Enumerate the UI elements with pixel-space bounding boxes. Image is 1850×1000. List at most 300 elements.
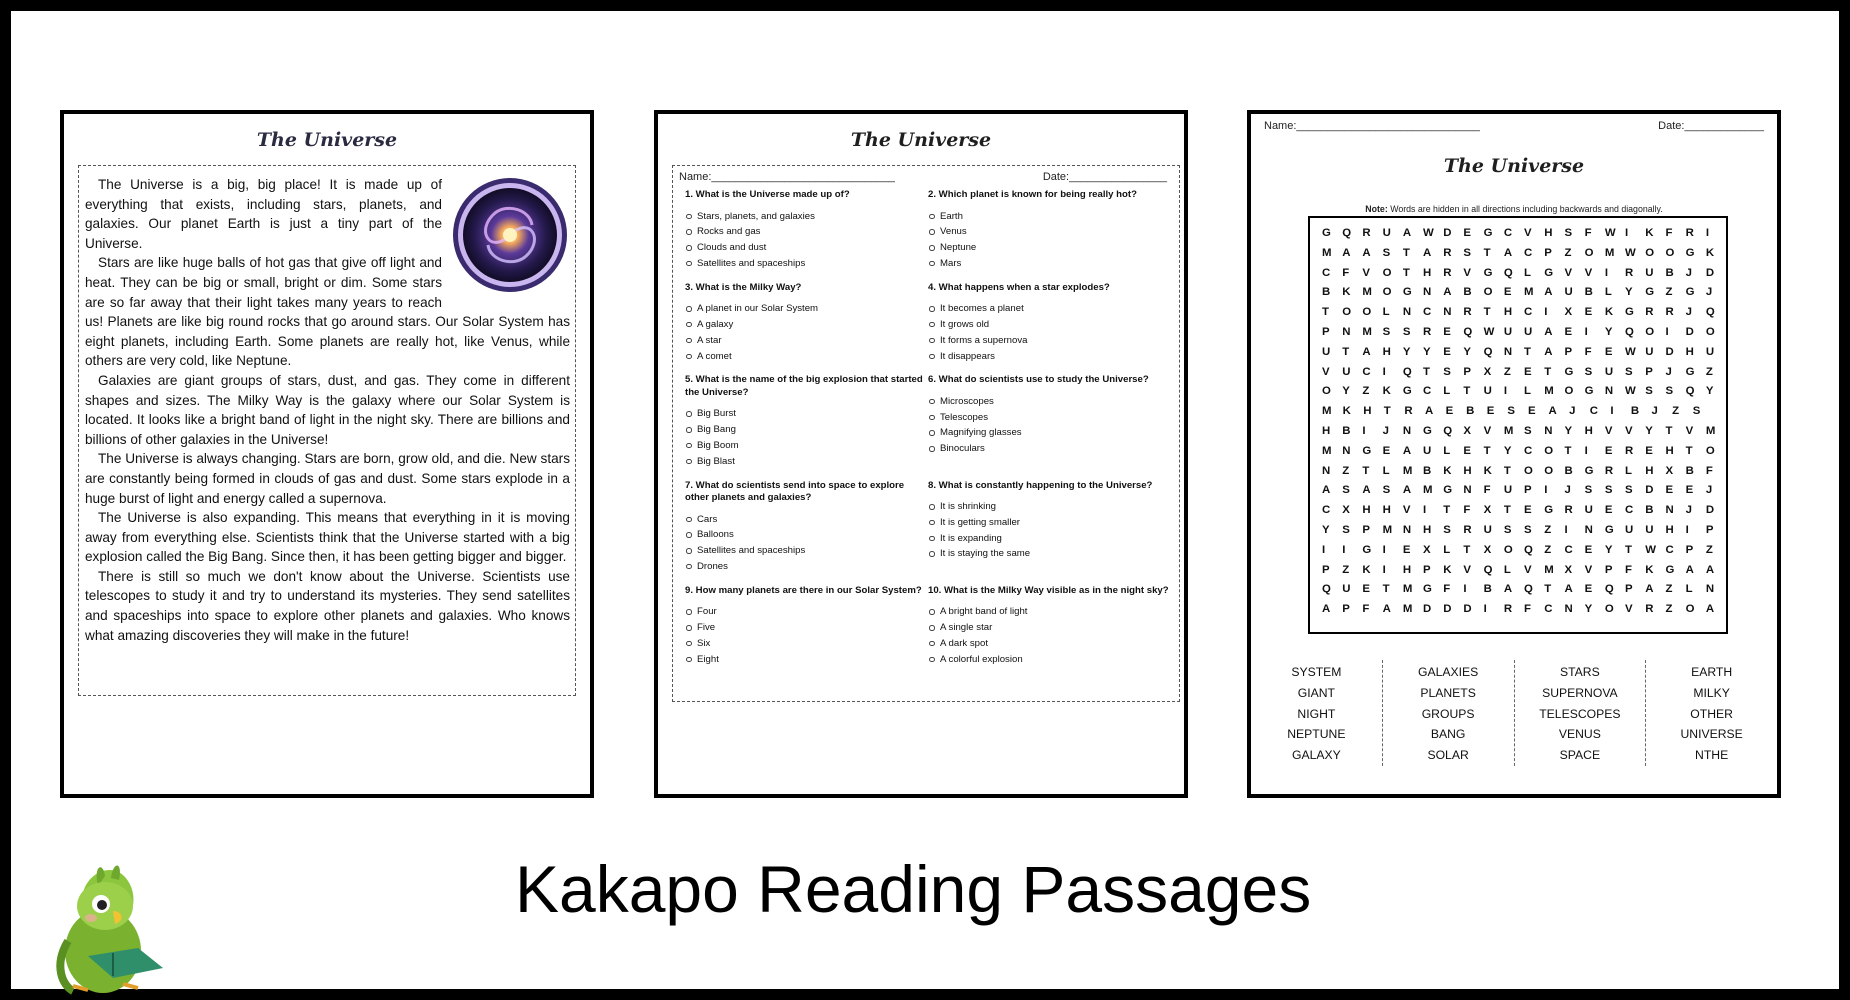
question-grid bbox=[685, 189, 1171, 667]
grid-letter: M bbox=[1503, 424, 1514, 437]
grid-letter: S bbox=[1382, 484, 1391, 497]
grid-letter: T bbox=[1443, 504, 1451, 517]
grid-letter: V bbox=[1625, 424, 1633, 437]
grid-letter: W bbox=[1625, 246, 1636, 259]
word-column bbox=[1515, 660, 1647, 766]
grid-row bbox=[1322, 564, 1726, 584]
answer-option: Telescopes bbox=[928, 410, 1171, 426]
grid-letter: P bbox=[1645, 365, 1653, 378]
grid-letter: V bbox=[1483, 424, 1492, 437]
grid-letter: S bbox=[1402, 325, 1411, 338]
grid-letter: G bbox=[1443, 484, 1453, 497]
grid-letter: Z bbox=[1503, 365, 1511, 378]
grid-letter: B bbox=[1466, 405, 1475, 418]
grid-letter: J bbox=[1685, 306, 1692, 319]
grid-letter: Y bbox=[1625, 286, 1633, 299]
word-column bbox=[1251, 660, 1383, 766]
grid-letter: O bbox=[1382, 286, 1392, 299]
grid-letter: A bbox=[1342, 246, 1351, 259]
grid-letter: A bbox=[1362, 246, 1371, 259]
grid-letter: U bbox=[1524, 325, 1533, 338]
grid-letter: H bbox=[1645, 464, 1654, 477]
grid-letter: Z bbox=[1705, 365, 1713, 378]
grid-letter: J bbox=[1382, 424, 1389, 437]
grid-letter: A bbox=[1705, 563, 1715, 576]
grid-letter: E bbox=[1584, 543, 1593, 556]
grid-letter: N bbox=[1665, 504, 1674, 517]
grid-letter: E bbox=[1402, 543, 1411, 556]
grid-letter: M bbox=[1604, 246, 1615, 259]
grid-letter: Q bbox=[1705, 306, 1715, 319]
grid-letter: I bbox=[1362, 424, 1366, 437]
grid-letter: E bbox=[1527, 405, 1536, 418]
grid-letter: T bbox=[1382, 583, 1390, 596]
grid-letter: W bbox=[1604, 227, 1616, 239]
grid-letter: T bbox=[1383, 405, 1391, 418]
answer-option: It is staying the same bbox=[928, 546, 1171, 562]
quiz-question bbox=[685, 480, 928, 575]
word-item: TELESCOPES bbox=[1539, 706, 1621, 721]
grid-letter: S bbox=[1382, 325, 1391, 338]
grid-letter: P bbox=[1564, 345, 1573, 358]
grid-letter: P bbox=[1524, 484, 1532, 497]
grid-letter: I bbox=[1610, 405, 1614, 418]
question-text: 4. What happens when a star explodes? bbox=[928, 281, 1110, 293]
grid-letter: I bbox=[1564, 523, 1568, 536]
grid-letter: F bbox=[1443, 583, 1451, 596]
answer-option: Clouds and dust bbox=[685, 240, 928, 256]
grid-letter: I bbox=[1503, 385, 1507, 398]
answer-option: Big Boom bbox=[685, 438, 928, 454]
grid-letter: X bbox=[1665, 464, 1674, 477]
grid-letter: O bbox=[1705, 325, 1715, 338]
answer-option: Satellites and spaceships bbox=[685, 256, 928, 272]
grid-letter: I bbox=[1423, 504, 1427, 517]
grid-letter: A bbox=[1503, 583, 1513, 596]
grid-letter: A bbox=[1685, 563, 1694, 576]
word-item: BANG bbox=[1430, 727, 1466, 742]
grid-letter: T bbox=[1402, 266, 1410, 279]
grid-letter: S bbox=[1584, 365, 1593, 378]
grid-letter: D bbox=[1423, 603, 1432, 616]
grid-row bbox=[1322, 247, 1726, 267]
grid-letter: G bbox=[1584, 464, 1594, 477]
grid-letter: L bbox=[1503, 563, 1511, 576]
grid-letter: J bbox=[1685, 504, 1692, 517]
grid-row bbox=[1322, 504, 1726, 524]
grid-row bbox=[1322, 366, 1726, 386]
grid-letter: S bbox=[1645, 385, 1653, 398]
grid-letter: A bbox=[1322, 603, 1331, 616]
answer-option: Venus bbox=[928, 224, 1171, 240]
grid-letter: U bbox=[1705, 345, 1715, 358]
grid-letter: V bbox=[1402, 504, 1411, 517]
grid-letter: Q bbox=[1342, 227, 1352, 239]
grid-letter: A bbox=[1424, 405, 1434, 418]
grid-letter: S bbox=[1463, 246, 1472, 259]
grid-letter: E bbox=[1463, 227, 1472, 239]
answer-option: It is shrinking bbox=[928, 499, 1171, 515]
name-field: Name:______________________________ bbox=[679, 171, 895, 183]
grid-letter: V bbox=[1463, 266, 1472, 279]
answer-option: It forms a supernova bbox=[928, 333, 1171, 349]
grid-letter: X bbox=[1342, 504, 1350, 517]
grid-letter: M bbox=[1362, 325, 1372, 338]
grid-letter: C bbox=[1524, 246, 1533, 259]
grid-letter: B bbox=[1645, 504, 1654, 517]
grid-letter: T bbox=[1544, 583, 1552, 596]
grid-letter: K bbox=[1483, 464, 1492, 477]
grid-letter: V bbox=[1362, 266, 1371, 279]
grid-letter: Y bbox=[1564, 424, 1573, 437]
grid-letter: A bbox=[1705, 603, 1715, 616]
grid-letter: A bbox=[1382, 603, 1391, 616]
grid-letter: A bbox=[1423, 246, 1432, 259]
grid-letter: J bbox=[1665, 365, 1672, 378]
answer-option: A bright band of light bbox=[928, 604, 1171, 620]
grid-letter: O bbox=[1362, 306, 1372, 319]
grid-letter: U bbox=[1483, 385, 1492, 398]
word-item: UNIVERSE bbox=[1680, 727, 1743, 742]
grid-letter: N bbox=[1342, 444, 1351, 457]
grid-letter: U bbox=[1503, 484, 1513, 497]
grid-letter: A bbox=[1544, 286, 1553, 299]
grid-letter: M bbox=[1544, 385, 1554, 398]
grid-letter: O bbox=[1645, 325, 1655, 338]
grid-letter: M bbox=[1322, 246, 1332, 259]
grid-letter: R bbox=[1685, 227, 1694, 239]
quiz-question bbox=[928, 480, 1171, 575]
grid-letter: Q bbox=[1443, 424, 1453, 437]
word-item: PLANETS bbox=[1420, 685, 1476, 700]
grid-letter: M bbox=[1402, 464, 1413, 477]
grid-letter: U bbox=[1382, 227, 1391, 239]
grid-letter: W bbox=[1645, 543, 1657, 556]
grid-letter: G bbox=[1362, 444, 1372, 457]
grid-letter: U bbox=[1645, 266, 1654, 279]
grid-letter: X bbox=[1483, 543, 1492, 556]
grid-letter: H bbox=[1463, 464, 1472, 477]
grid-letter: C bbox=[1589, 405, 1598, 418]
grid-letter: C bbox=[1524, 444, 1533, 457]
grid-letter: O bbox=[1544, 444, 1554, 457]
grid-letter: G bbox=[1544, 266, 1554, 279]
grid-letter: M bbox=[1402, 603, 1413, 616]
grid-letter: T bbox=[1342, 345, 1350, 358]
answer-option: A single star bbox=[928, 620, 1171, 636]
grid-row bbox=[1322, 425, 1726, 445]
grid-letter: M bbox=[1423, 484, 1433, 497]
paragraph: The Universe is always changing. Stars are born, grow old, and die. New stars are constantly being formed in clouds of gas and dust. Some stars explode in a huge burst of light and energy called a supernova. bbox=[85, 451, 570, 506]
grid-letter: I bbox=[1544, 306, 1548, 319]
grid-letter: O bbox=[1544, 464, 1554, 477]
grid-row bbox=[1322, 346, 1726, 366]
grid-letter: H bbox=[1322, 424, 1331, 437]
grid-letter: A bbox=[1402, 444, 1412, 457]
question-text: 3. What is the Milky Way? bbox=[685, 281, 802, 293]
word-search-page bbox=[1247, 110, 1781, 798]
grid-letter: E bbox=[1463, 444, 1472, 457]
grid-letter: G bbox=[1685, 286, 1695, 299]
grid-letter: S bbox=[1665, 385, 1674, 398]
grid-letter: T bbox=[1362, 464, 1370, 477]
grid-letter: G bbox=[1685, 246, 1695, 259]
grid-letter: R bbox=[1463, 306, 1472, 319]
grid-letter: B bbox=[1322, 286, 1331, 299]
grid-letter: E bbox=[1443, 345, 1451, 358]
grid-letter: S bbox=[1604, 484, 1613, 497]
answer-option: It is expanding bbox=[928, 531, 1171, 547]
grid-letter: C bbox=[1625, 504, 1634, 517]
grid-letter: V bbox=[1564, 266, 1573, 279]
word-item: SOLAR bbox=[1427, 748, 1469, 763]
grid-letter: Y bbox=[1402, 345, 1411, 358]
grid-letter: I bbox=[1625, 227, 1629, 239]
grid-letter: K bbox=[1443, 563, 1452, 576]
grid-letter: Y bbox=[1322, 523, 1330, 536]
grid-row bbox=[1322, 544, 1726, 564]
grid-letter: S bbox=[1692, 405, 1701, 418]
answer-option: Microscopes bbox=[928, 394, 1171, 410]
grid-letter: E bbox=[1524, 365, 1532, 378]
answer-option: Magnifying glasses bbox=[928, 425, 1171, 441]
grid-letter: J bbox=[1685, 266, 1692, 279]
grid-letter: L bbox=[1382, 464, 1390, 477]
kakapo-parrot-logo bbox=[43, 856, 173, 996]
grid-letter: T bbox=[1564, 444, 1572, 457]
grid-letter: J bbox=[1569, 405, 1576, 418]
grid-letter: H bbox=[1584, 424, 1593, 437]
answer-option: Five bbox=[685, 620, 928, 636]
grid-letter: H bbox=[1402, 563, 1412, 576]
grid-letter: D bbox=[1463, 603, 1472, 616]
grid-letter: C bbox=[1322, 266, 1331, 279]
date-field: Date:_____________ bbox=[1658, 120, 1764, 132]
quiz-question bbox=[685, 282, 928, 365]
grid-letter: R bbox=[1362, 227, 1371, 239]
answer-option: It is getting smaller bbox=[928, 515, 1171, 531]
grid-letter: N bbox=[1584, 523, 1593, 536]
grid-letter: O bbox=[1503, 543, 1513, 556]
grid-letter: H bbox=[1362, 504, 1371, 517]
grid-letter: V bbox=[1463, 563, 1472, 576]
grid-letter: G bbox=[1483, 266, 1493, 279]
grid-letter: S bbox=[1564, 227, 1573, 239]
grid-letter: X bbox=[1483, 504, 1492, 517]
grid-letter: U bbox=[1503, 325, 1513, 338]
grid-letter: V bbox=[1604, 424, 1613, 437]
grid-letter: A bbox=[1548, 405, 1557, 418]
grid-row bbox=[1322, 484, 1726, 504]
grid-letter: Q bbox=[1524, 543, 1533, 556]
grid-letter: U bbox=[1423, 444, 1432, 457]
answer-option: Balloons bbox=[685, 527, 928, 543]
reading-passage-box bbox=[78, 165, 576, 696]
grid-letter: A bbox=[1443, 286, 1452, 299]
grid-letter: S bbox=[1524, 523, 1532, 536]
word-item: GROUPS bbox=[1421, 706, 1475, 721]
grid-letter: Y bbox=[1645, 424, 1653, 437]
grid-letter: I bbox=[1584, 444, 1588, 457]
answer-option: Six bbox=[685, 636, 928, 652]
grid-letter: T bbox=[1402, 246, 1410, 259]
grid-letter: W bbox=[1483, 325, 1495, 338]
word-column bbox=[1383, 660, 1515, 766]
grid-letter: L bbox=[1604, 286, 1612, 299]
grid-letter: S bbox=[1443, 365, 1451, 378]
grid-letter: T bbox=[1685, 444, 1693, 457]
grid-letter: U bbox=[1483, 523, 1492, 536]
grid-letter: Z bbox=[1544, 523, 1552, 536]
grid-letter: G bbox=[1483, 227, 1493, 239]
grid-letter: E bbox=[1685, 484, 1694, 497]
grid-letter: Z bbox=[1705, 543, 1713, 556]
grid-row bbox=[1322, 465, 1726, 485]
grid-letter: G bbox=[1423, 424, 1432, 437]
grid-letter: Y bbox=[1604, 543, 1613, 556]
grid-letter: F bbox=[1584, 345, 1592, 358]
grid-letter: O bbox=[1645, 246, 1655, 259]
grid-letter: X bbox=[1423, 543, 1431, 556]
grid-letter: E bbox=[1503, 286, 1512, 299]
grid-letter: G bbox=[1402, 385, 1412, 398]
grid-letter: S bbox=[1503, 523, 1512, 536]
grid-letter: A bbox=[1544, 325, 1553, 338]
quiz-question bbox=[928, 189, 1171, 272]
grid-letter: H bbox=[1685, 345, 1694, 358]
grid-letter: G bbox=[1402, 286, 1412, 299]
word-item: SYSTEM bbox=[1291, 665, 1342, 679]
grid-letter: U bbox=[1645, 523, 1654, 536]
grid-letter: G bbox=[1564, 365, 1574, 378]
paragraph: There is still so much we don't know about the Universe. Scientists use telescopes to study it and try to understand its mysteries. They send satellites and spaceships into space to explore other planets and galaxies. Who knows what amazing discoveries they will make in the future! bbox=[85, 568, 570, 643]
grid-letter: T bbox=[1503, 504, 1511, 517]
grid-letter: M bbox=[1362, 286, 1372, 299]
grid-letter: S bbox=[1625, 365, 1633, 378]
word-list bbox=[1251, 660, 1777, 766]
grid-letter: A bbox=[1645, 583, 1654, 596]
grid-letter: I bbox=[1382, 563, 1386, 576]
grid-letter: B bbox=[1483, 583, 1492, 596]
answer-option: Binoculars bbox=[928, 441, 1171, 457]
grid-letter: R bbox=[1645, 306, 1654, 319]
grid-letter: Y bbox=[1463, 345, 1472, 358]
answer-option: Satellites and spaceships bbox=[685, 543, 928, 559]
grid-letter: N bbox=[1402, 306, 1412, 319]
grid-letter: G bbox=[1625, 306, 1634, 319]
word-item: GALAXY bbox=[1291, 748, 1341, 763]
word-column bbox=[1646, 660, 1777, 766]
grid-letter: D bbox=[1645, 484, 1654, 497]
answer-option: A comet bbox=[685, 349, 928, 365]
grid-letter: T bbox=[1463, 385, 1471, 398]
grid-letter: D bbox=[1443, 603, 1452, 616]
answer-option: Cars bbox=[685, 512, 928, 528]
grid-letter: B bbox=[1564, 464, 1573, 477]
question-text: 10. What is the Milky Way visible as in the night sky? bbox=[928, 584, 1169, 596]
grid-letter: R bbox=[1665, 306, 1674, 319]
grid-letter: O bbox=[1604, 603, 1614, 616]
word-item: SUPERNOVA bbox=[1542, 685, 1618, 700]
answer-option: Stars, planets, and galaxies bbox=[685, 209, 928, 225]
grid-letter: S bbox=[1342, 523, 1350, 536]
grid-letter: A bbox=[1362, 345, 1371, 358]
galaxy-image bbox=[450, 175, 570, 295]
grid-letter: C bbox=[1362, 365, 1371, 378]
grid-letter: I bbox=[1584, 325, 1588, 338]
grid-letter: M bbox=[1524, 286, 1534, 299]
quiz-question bbox=[928, 282, 1171, 365]
grid-letter: F bbox=[1463, 504, 1471, 517]
answer-option: Eight bbox=[685, 652, 928, 668]
grid-letter: W bbox=[1625, 385, 1636, 398]
grid-letter: V bbox=[1524, 227, 1532, 239]
grid-letter: Q bbox=[1604, 583, 1614, 596]
grid-row bbox=[1322, 603, 1726, 623]
page-title: The Universe bbox=[1443, 155, 1585, 177]
grid-letter: I bbox=[1382, 365, 1386, 378]
grid-letter: B bbox=[1584, 286, 1593, 299]
grid-letter: Z bbox=[1342, 563, 1350, 576]
grid-letter: H bbox=[1382, 504, 1391, 517]
grid-row bbox=[1322, 405, 1726, 425]
grid-letter: V bbox=[1584, 563, 1593, 576]
answer-option: Big Blast bbox=[685, 454, 928, 470]
grid-letter: N bbox=[1705, 583, 1715, 596]
paragraph: Galaxies are giant groups of stars, dust, and gas. They come in different shapes and sizes. The Milky Way is the galaxy where our Solar System is located. It looks like a bright band of light in the night sky. There are billions and billions of other galaxies in the Universe! bbox=[85, 372, 570, 447]
grid-letter: H bbox=[1665, 444, 1674, 457]
grid-letter: T bbox=[1483, 444, 1491, 457]
grid-letter: N bbox=[1322, 464, 1331, 477]
grid-letter: O bbox=[1584, 246, 1594, 259]
grid-letter: R bbox=[1625, 444, 1634, 457]
grid-letter: B bbox=[1423, 464, 1432, 477]
preview-canvas bbox=[11, 11, 1839, 989]
grid-letter: E bbox=[1362, 583, 1371, 596]
grid-row bbox=[1322, 286, 1726, 306]
grid-letter: P bbox=[1705, 523, 1714, 536]
grid-letter: T bbox=[1665, 424, 1673, 437]
quiz-box bbox=[672, 165, 1180, 702]
grid-letter: S bbox=[1625, 484, 1633, 497]
grid-row bbox=[1322, 524, 1726, 544]
grid-letter: A bbox=[1402, 484, 1412, 497]
grid-letter: E bbox=[1604, 345, 1613, 358]
grid-letter: L bbox=[1524, 266, 1531, 279]
grid-letter: C bbox=[1423, 385, 1432, 398]
grid-letter: O bbox=[1665, 246, 1675, 259]
grid-letter: M bbox=[1705, 424, 1716, 437]
grid-letter: U bbox=[1322, 345, 1331, 358]
grid-letter: N bbox=[1604, 385, 1614, 398]
grid-letter: V bbox=[1625, 603, 1633, 616]
quiz-question bbox=[928, 585, 1171, 668]
grid-letter: K bbox=[1443, 464, 1452, 477]
grid-letter: O bbox=[1705, 444, 1715, 457]
quiz-question bbox=[685, 585, 928, 668]
answer-option: Big Bang bbox=[685, 422, 928, 438]
grid-letter: Y bbox=[1604, 325, 1613, 338]
word-item: OTHER bbox=[1690, 706, 1733, 721]
grid-letter: K bbox=[1604, 306, 1614, 319]
grid-letter: C bbox=[1423, 306, 1432, 319]
grid-letter: E bbox=[1604, 444, 1613, 457]
paragraph: The Universe is a big, big place! It is made up of everything that exists, including stars, planets, and galaxies. Our planet Earth is just a tiny part of the Universe. bbox=[85, 177, 442, 251]
grid-letter: Q bbox=[1524, 583, 1533, 596]
grid-letter: E bbox=[1645, 444, 1653, 457]
grid-letter: F bbox=[1584, 227, 1592, 239]
grid-letter: F bbox=[1342, 266, 1350, 279]
